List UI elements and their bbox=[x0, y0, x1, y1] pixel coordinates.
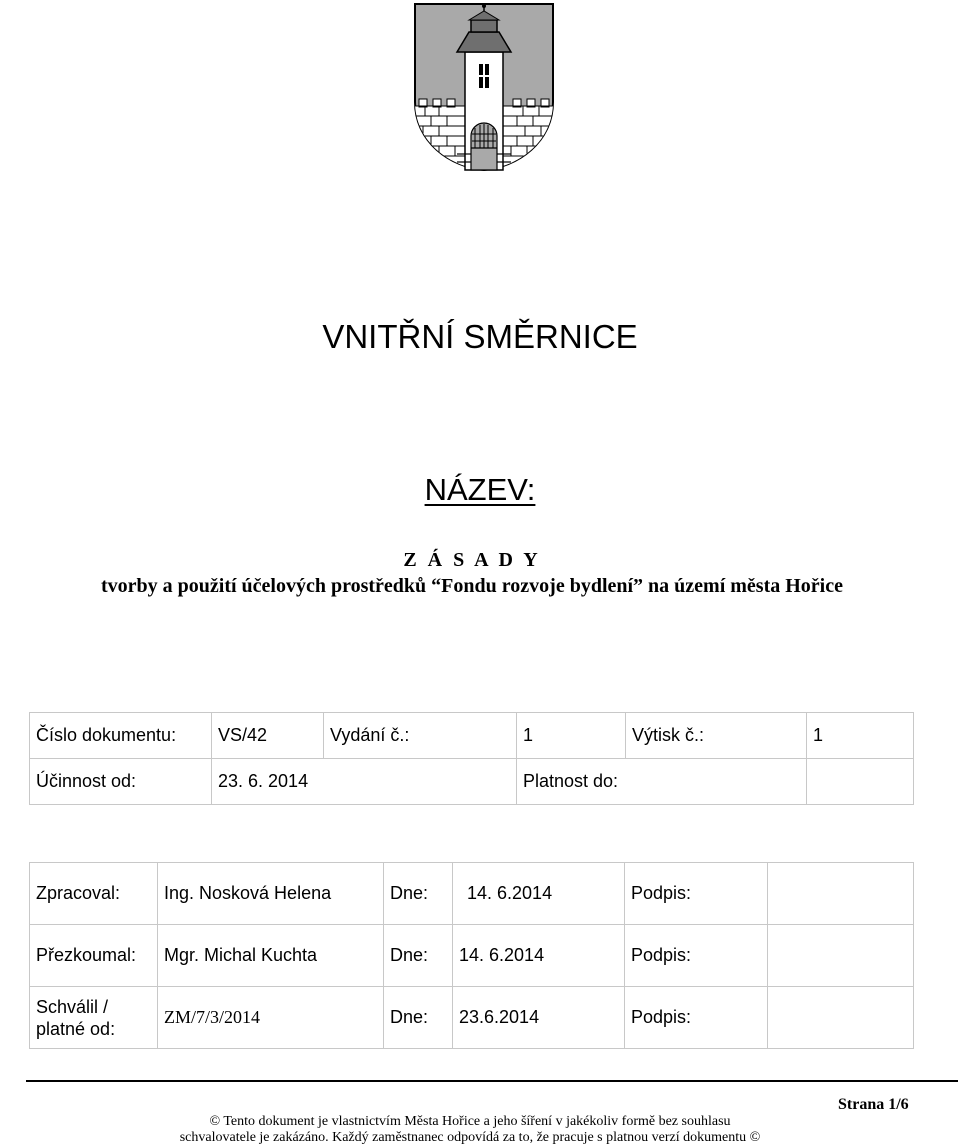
edition-value: 1 bbox=[517, 713, 626, 759]
page-number: Strana 1/6 bbox=[838, 1096, 909, 1113]
copy-value: 1 bbox=[807, 713, 914, 759]
signature-field bbox=[768, 863, 914, 925]
date-label: Dne: bbox=[384, 925, 453, 987]
valid-until-label: Platnost do: bbox=[517, 759, 807, 805]
date-value: 23.6.2014 bbox=[453, 987, 625, 1049]
table-row bbox=[30, 863, 914, 925]
effective-label: Účinnost od: bbox=[30, 759, 212, 805]
document-info-table bbox=[29, 712, 914, 805]
name-label-text: NÁZEV: bbox=[424, 472, 536, 507]
person-name: ZM/7/3/2014 bbox=[158, 987, 384, 1049]
copyright-notice-line-1: © Tento dokument je vlastnictvím Města Hořice a jeho šíření v jakékoliv formě bez souhlasu bbox=[209, 1114, 731, 1129]
document-type-heading: VNITŘNÍ SMĚRNICE bbox=[322, 318, 638, 355]
person-name: Mgr. Michal Kuchta bbox=[158, 925, 384, 987]
approval-table bbox=[29, 862, 914, 1049]
edition-label: Vydání č.: bbox=[324, 713, 517, 759]
copyright-notice-line-2: schvalovatele je zakázáno. Každý zaměstnanec odpovídá za to, že pracuje s platnou verzí dokumentu © bbox=[179, 1130, 761, 1145]
date-label: Dne: bbox=[384, 987, 453, 1049]
table-row bbox=[30, 925, 914, 987]
signature-label: Podpis: bbox=[625, 863, 768, 925]
date-value: 14. 6.2014 bbox=[453, 925, 625, 987]
table-row bbox=[30, 759, 914, 805]
signature-field bbox=[768, 925, 914, 987]
signature-label: Podpis: bbox=[625, 987, 768, 1049]
doc-number-label: Číslo dokumentu: bbox=[30, 713, 212, 759]
document-title-line-2: tvorby a použití účelových prostředků “Fondu rozvoje bydlení” na území města Hořice bbox=[100, 575, 843, 597]
name-label bbox=[0, 472, 960, 508]
signature-field bbox=[768, 987, 914, 1049]
document-title-line-1: Z Á S A D Y bbox=[403, 549, 541, 571]
table-row bbox=[30, 713, 914, 759]
date-value: 14. 6.2014 bbox=[453, 863, 625, 925]
doc-number-value: VS/42 bbox=[212, 713, 324, 759]
role-label: Zpracoval: bbox=[30, 863, 158, 925]
role-label: Přezkoumal: bbox=[30, 925, 158, 987]
coat-of-arms-icon bbox=[413, 2, 555, 172]
person-name: Ing. Nosková Helena bbox=[158, 863, 384, 925]
copy-label: Výtisk č.: bbox=[626, 713, 807, 759]
date-label: Dne: bbox=[384, 863, 453, 925]
signature-label: Podpis: bbox=[625, 925, 768, 987]
role-label: Schválil / platné od: bbox=[30, 987, 158, 1049]
valid-until-value bbox=[807, 759, 914, 805]
footer-divider bbox=[26, 1080, 958, 1082]
table-row bbox=[30, 987, 914, 1049]
effective-value: 23. 6. 2014 bbox=[212, 759, 517, 805]
